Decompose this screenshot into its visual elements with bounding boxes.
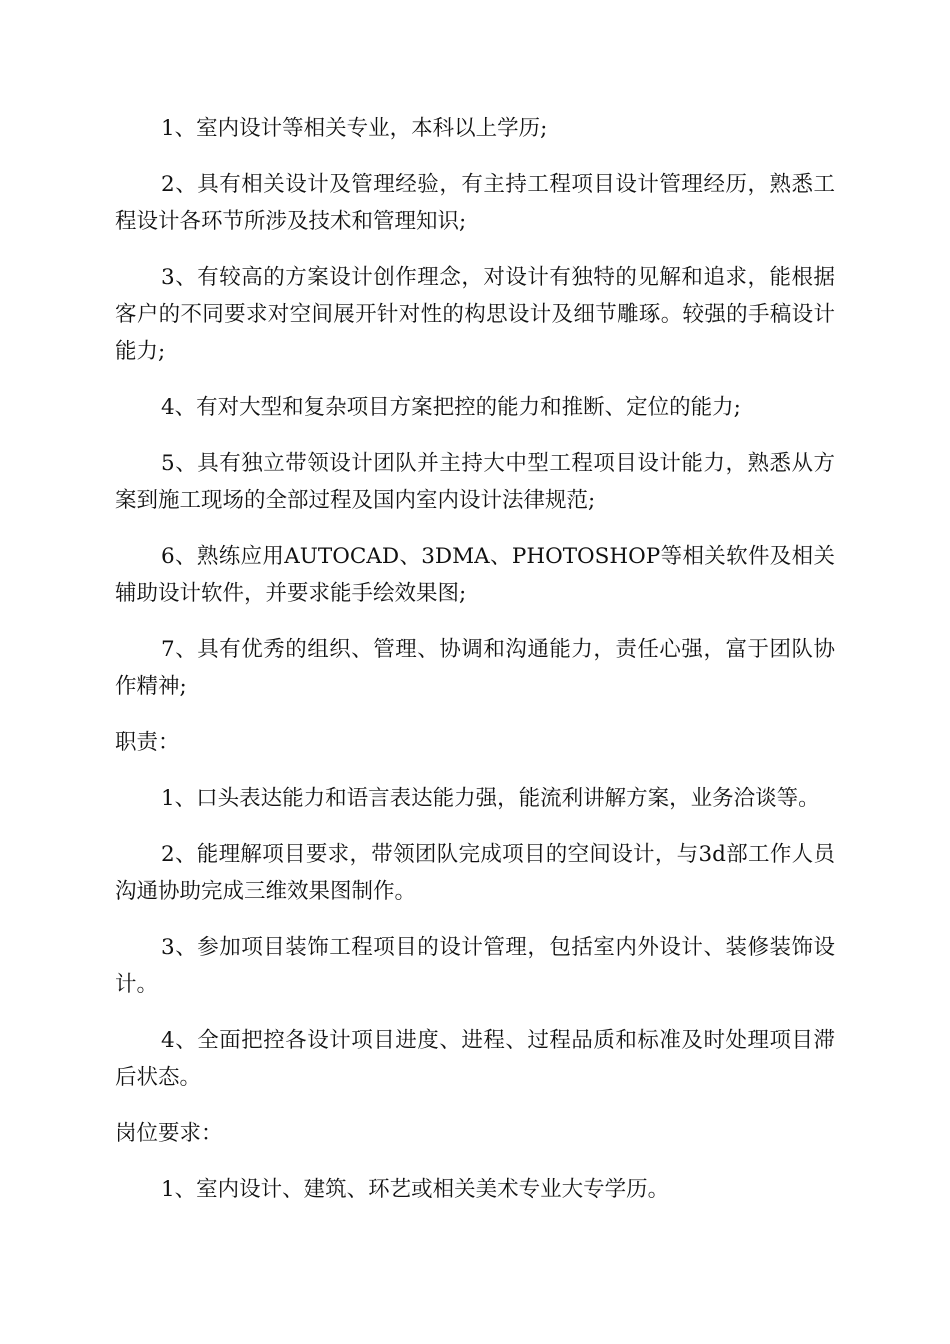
- duty-item-4: 4、全面把控各设计项目进度、进程、过程品质和标准及时处理项目滞后状态。: [115, 1028, 835, 1090]
- position-requirements-heading: 岗位要求：: [115, 1121, 223, 1146]
- requirement-item-4: 4、有对大型和复杂项目方案把控的能力和推断、定位的能力;: [161, 395, 741, 420]
- duties-heading: 职责：: [115, 730, 180, 755]
- document-body: [115, 110, 835, 1227]
- duty-item-3: 3、参加项目装饰工程项目的设计管理，包括室内外设计、装修装饰设计。: [115, 935, 835, 997]
- duty-item-1: 1、口头表达能力和语言表达能力强，能流利讲解方案，业务洽谈等。: [161, 786, 820, 811]
- requirement-item-3: 3、有较高的方案设计创作理念，对设计有独特的见解和追求，能根据客户的不同要求对空间展开针对性的构思设计及细节雕琢。较强的手稿设计能力;: [115, 265, 835, 364]
- requirement-item-1: 1、室内设计等相关专业，本科以上学历;: [161, 116, 548, 141]
- duty-item-2: 2、能理解项目要求，带领团队完成项目的空间设计，与3d部工作人员沟通协助完成三维效果图制作。: [115, 842, 835, 904]
- requirement-item-2: 2、具有相关设计及管理经验，有主持工程项目设计管理经历，熟悉工程设计各环节所涉及技术和管理知识;: [115, 172, 835, 234]
- requirement-item-5: 5、具有独立带领设计团队并主持大中型工程项目设计能力，熟悉从方案到施工现场的全部过程及国内室内设计法律规范;: [115, 451, 835, 513]
- requirement-item-7: 7、具有优秀的组织、管理、协调和沟通能力，责任心强，富于团队协作精神;: [115, 637, 835, 699]
- position-requirement-item-1: 1、室内设计、建筑、环艺或相关美术专业大专学历。: [161, 1177, 670, 1202]
- requirement-item-6: 6、熟练应用AUTOCAD、3DMA、PHOTOSHOP等相关软件及相关辅助设计软件，并要求能手绘效果图;: [115, 544, 835, 606]
